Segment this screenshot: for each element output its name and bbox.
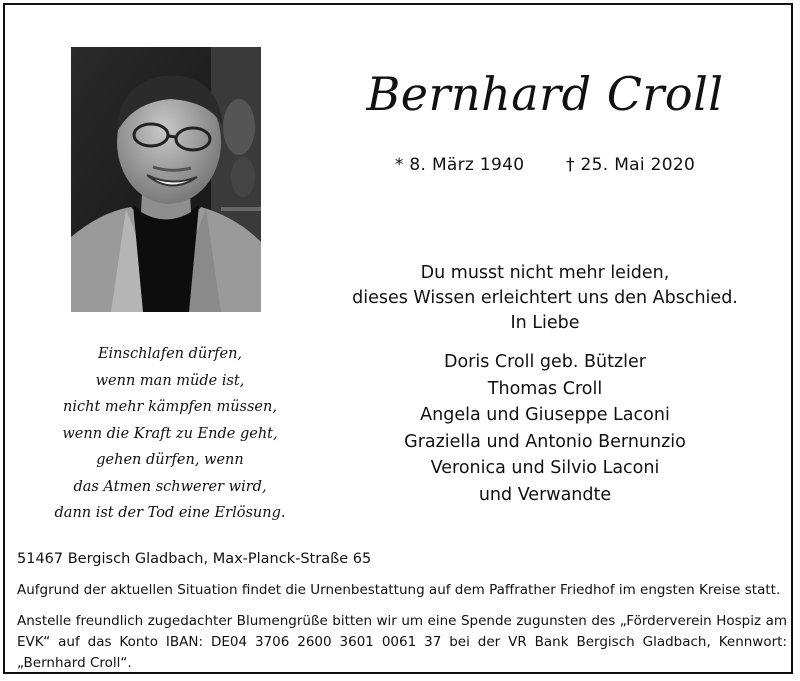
birth-date: * 8. März 1940 — [394, 155, 525, 175]
mourner-name: und Verwandte — [478, 484, 612, 505]
mourner-name: Veronica und Silvio Laconi — [430, 458, 660, 478]
death-date: † 25. Mai 2020 — [566, 155, 696, 175]
poem-line: wenn man müde ist, — [95, 372, 245, 389]
mourner-name: Angela und Giuseppe Laconi — [420, 405, 670, 425]
farewell-message — [305, 261, 785, 336]
poem-line: gehen dürfen, wenn — [96, 452, 244, 468]
mourner-name: Thomas Croll — [487, 378, 603, 399]
poem-line: dann ist der Tod eine Erlösung. — [54, 505, 286, 521]
poem-line: nicht mehr kämpfen müssen, — [63, 399, 277, 415]
obituary-frame — [3, 3, 793, 674]
portrait-photo — [71, 47, 261, 312]
mourner-name: Doris Croll geb. Bützler — [443, 352, 647, 372]
poem-line: Einschlafen dürfen, — [97, 346, 243, 362]
life-dates — [305, 155, 785, 175]
farewell-line: Du musst nicht mehr leiden, — [420, 263, 670, 283]
farewell-line: dieses Wissen erleichtert uns den Abschied. — [352, 288, 738, 308]
burial-notice: Aufgrund der aktuellen Situation findet die Urnenbestattung auf dem Paffrather Friedhof im engsten Kreise statt. — [17, 582, 781, 598]
family-address: 51467 Bergisch Gladbach, Max-Planck-Straße 65 — [17, 551, 372, 567]
poem-line: wenn die Kraft zu Ende geht, — [62, 425, 278, 442]
poem-line: das Atmen schwerer wird, — [73, 478, 267, 495]
mourner-name: Graziella und Antonio Bernunzio — [404, 431, 686, 452]
farewell-line: In Liebe — [510, 313, 580, 333]
donation-request: Anstelle freundlich zugedachter Blumengrüße bitten wir um eine Spende zugunsten des „Förderverein Hospiz am EVK“ auf das Konto IBAN: DE04 3706 2600 3601 0061 37 bei der VR Bank Bergisch Gladbach, Kennwort: „Bernhard Croll“. — [17, 613, 787, 671]
deceased-name: Bernhard Croll — [366, 67, 724, 121]
memorial-poem — [45, 341, 295, 527]
mourners-list — [305, 349, 785, 508]
